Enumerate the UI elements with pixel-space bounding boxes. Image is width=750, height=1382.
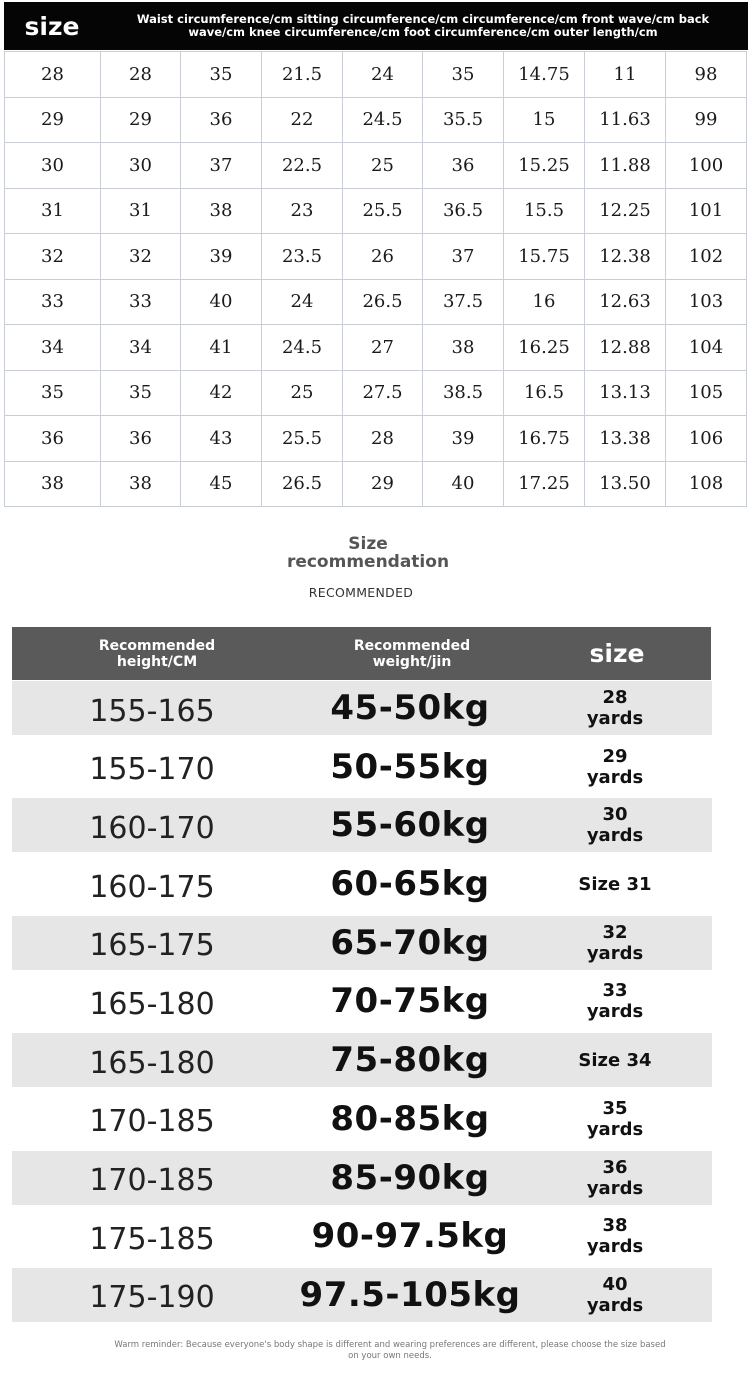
table-row (5, 97, 747, 143)
recommendation-row (12, 857, 712, 911)
table-cell: 43 (181, 416, 262, 462)
table-row (5, 52, 747, 98)
table-cell: 35 (5, 370, 101, 416)
table-cell: 24.5 (262, 325, 343, 371)
recommendation-row (12, 916, 712, 970)
table-cell: 30 (5, 143, 101, 189)
weight-value: 85-90kg (330, 1157, 490, 1198)
table-cell: 16.25 (504, 325, 585, 371)
table-cell: 27 (343, 325, 423, 371)
table-cell: 33 (101, 279, 181, 325)
table-cell: 24 (343, 52, 423, 98)
table-row (5, 416, 747, 462)
table-cell: 105 (666, 370, 747, 416)
table-row (5, 279, 747, 325)
table-row (5, 325, 747, 371)
table-cell: 108 (666, 461, 747, 507)
weight-value: 65-70kg (330, 922, 490, 963)
table-cell: 35 (423, 52, 504, 98)
table-cell: 45 (181, 461, 262, 507)
recommendation-row (12, 1151, 712, 1205)
weight-value: 55-60kg (330, 805, 490, 846)
height-value: 165-175 (89, 928, 215, 964)
table-cell: 14.75 (504, 52, 585, 98)
table-cell: 33 (5, 279, 101, 325)
table-row (5, 188, 747, 234)
weight-column-header: Recommended weight/jin (353, 637, 471, 670)
size-table-header (4, 2, 748, 50)
size-value: 36 yards (586, 1156, 644, 1199)
table-cell: 98 (666, 52, 747, 98)
height-column-header: Recommended height/CM (98, 637, 216, 670)
table-cell: 104 (666, 325, 747, 371)
table-cell: 100 (666, 143, 747, 189)
table-cell: 38 (5, 461, 101, 507)
table-cell: 34 (5, 325, 101, 371)
table-cell: 12.88 (585, 325, 666, 371)
table-cell: 35 (101, 370, 181, 416)
table-cell: 11.63 (585, 97, 666, 143)
table-cell: 39 (423, 416, 504, 462)
table-cell: 37 (181, 143, 262, 189)
height-value: 155-170 (89, 752, 215, 788)
size-value: 38 yards (586, 1215, 644, 1258)
height-value: 165-180 (89, 986, 215, 1022)
recommendation-row (12, 1209, 712, 1263)
table-cell: 37.5 (423, 279, 504, 325)
table-cell: 30 (101, 143, 181, 189)
height-value: 155-165 (89, 693, 215, 729)
table-cell: 40 (181, 279, 262, 325)
table-cell: 36 (101, 416, 181, 462)
table-cell: 26.5 (262, 461, 343, 507)
table-cell: 26 (343, 234, 423, 280)
table-cell: 16.75 (504, 416, 585, 462)
table-cell: 32 (5, 234, 101, 280)
table-cell: 36.5 (423, 188, 504, 234)
weight-value: 80-85kg (330, 1098, 490, 1139)
table-cell: 99 (666, 97, 747, 143)
size-value: 30 yards (586, 804, 644, 847)
table-cell: 36 (181, 97, 262, 143)
warm-reminder: Warm reminder: Because everyone's body shape is different and wearing preferences are different, please choose the size based on your own needs. (114, 1340, 666, 1361)
recommendation-title: Size recommendation (286, 534, 450, 572)
recommendation-table (12, 681, 712, 1327)
table-cell: 23 (262, 188, 343, 234)
recommendation-row (12, 1268, 712, 1322)
table-cell: 36 (423, 143, 504, 189)
recommendation-row (12, 798, 712, 852)
size-table (4, 51, 747, 507)
table-cell: 16 (504, 279, 585, 325)
size-value: 33 yards (586, 980, 644, 1023)
height-value: 170-185 (89, 1104, 215, 1140)
size-value: 29 yards (586, 745, 644, 788)
measurement-columns-label: Waist circumference/cm sitting circumference/cm circumference/cm front wave/cm back wave/cm knee circumference/cm foot circumference/cm outer length/cm (136, 12, 710, 39)
size-value: 40 yards (586, 1273, 644, 1316)
table-cell: 13.38 (585, 416, 666, 462)
table-cell: 15.25 (504, 143, 585, 189)
table-cell: 13.50 (585, 461, 666, 507)
table-cell: 29 (101, 97, 181, 143)
table-cell: 21.5 (262, 52, 343, 98)
table-cell: 25.5 (262, 416, 343, 462)
table-cell: 29 (343, 461, 423, 507)
table-cell: 25 (343, 143, 423, 189)
weight-value: 90-97.5kg (311, 1216, 509, 1257)
table-cell: 11 (585, 52, 666, 98)
table-cell: 24 (262, 279, 343, 325)
table-cell: 35.5 (423, 97, 504, 143)
size-column-label: size (24, 11, 80, 41)
recommendation-row (12, 740, 712, 794)
table-cell: 34 (101, 325, 181, 371)
height-value: 175-185 (89, 1221, 215, 1257)
table-cell: 12.63 (585, 279, 666, 325)
weight-value: 50-55kg (330, 746, 490, 787)
height-value: 175-190 (89, 1280, 215, 1316)
table-row (5, 370, 747, 416)
table-cell: 25 (262, 370, 343, 416)
recommendation-header (12, 627, 711, 680)
table-cell: 38 (101, 461, 181, 507)
size-value: 35 yards (586, 1097, 644, 1140)
table-cell: 25.5 (343, 188, 423, 234)
size-column-header: size (589, 638, 645, 668)
table-cell: 42 (181, 370, 262, 416)
table-cell: 12.38 (585, 234, 666, 280)
recommendation-row (12, 974, 712, 1028)
table-cell: 26.5 (343, 279, 423, 325)
table-cell: 11.88 (585, 143, 666, 189)
table-cell: 41 (181, 325, 262, 371)
table-cell: 35 (181, 52, 262, 98)
table-cell: 38 (423, 325, 504, 371)
recommendation-row (12, 681, 712, 735)
table-cell: 106 (666, 416, 747, 462)
weight-value: 75-80kg (330, 1040, 490, 1081)
table-cell: 27.5 (343, 370, 423, 416)
height-value: 160-175 (89, 869, 215, 905)
table-cell: 32 (101, 234, 181, 280)
table-cell: 22 (262, 97, 343, 143)
table-cell: 36 (5, 416, 101, 462)
recommendation-subtitle: RECOMMENDED (308, 585, 414, 600)
size-value: Size 31 (578, 873, 652, 895)
table-cell: 24.5 (343, 97, 423, 143)
recommendation-row (12, 1092, 712, 1146)
height-value: 170-185 (89, 1163, 215, 1198)
table-cell: 28 (343, 416, 423, 462)
weight-value: 60-65kg (330, 864, 490, 905)
table-cell: 17.25 (504, 461, 585, 507)
table-cell: 37 (423, 234, 504, 280)
table-cell: 38 (181, 188, 262, 234)
weight-value: 97.5-105kg (299, 1274, 521, 1315)
size-value: Size 34 (578, 1049, 652, 1071)
size-value: 32 yards (586, 921, 644, 964)
weight-value: 70-75kg (330, 981, 490, 1022)
table-cell: 15.75 (504, 234, 585, 280)
table-cell: 40 (423, 461, 504, 507)
height-value: 165-180 (89, 1045, 215, 1081)
weight-value: 45-50kg (330, 688, 490, 728)
table-cell: 102 (666, 234, 747, 280)
table-cell: 28 (5, 52, 101, 98)
table-cell: 23.5 (262, 234, 343, 280)
table-cell: 103 (666, 279, 747, 325)
table-cell: 16.5 (504, 370, 585, 416)
table-row (5, 143, 747, 189)
table-cell: 15 (504, 97, 585, 143)
table-row (5, 461, 747, 507)
table-cell: 28 (101, 52, 181, 98)
table-cell: 22.5 (262, 143, 343, 189)
table-cell: 39 (181, 234, 262, 280)
table-cell: 13.13 (585, 370, 666, 416)
table-cell: 101 (666, 188, 747, 234)
size-value: 28 yards (586, 687, 644, 729)
table-row (5, 234, 747, 280)
table-cell: 12.25 (585, 188, 666, 234)
table-cell: 31 (101, 188, 181, 234)
table-cell: 31 (5, 188, 101, 234)
recommendation-row (12, 1033, 712, 1087)
table-cell: 15.5 (504, 188, 585, 234)
table-cell: 38.5 (423, 370, 504, 416)
table-cell: 29 (5, 97, 101, 143)
height-value: 160-170 (89, 810, 215, 846)
